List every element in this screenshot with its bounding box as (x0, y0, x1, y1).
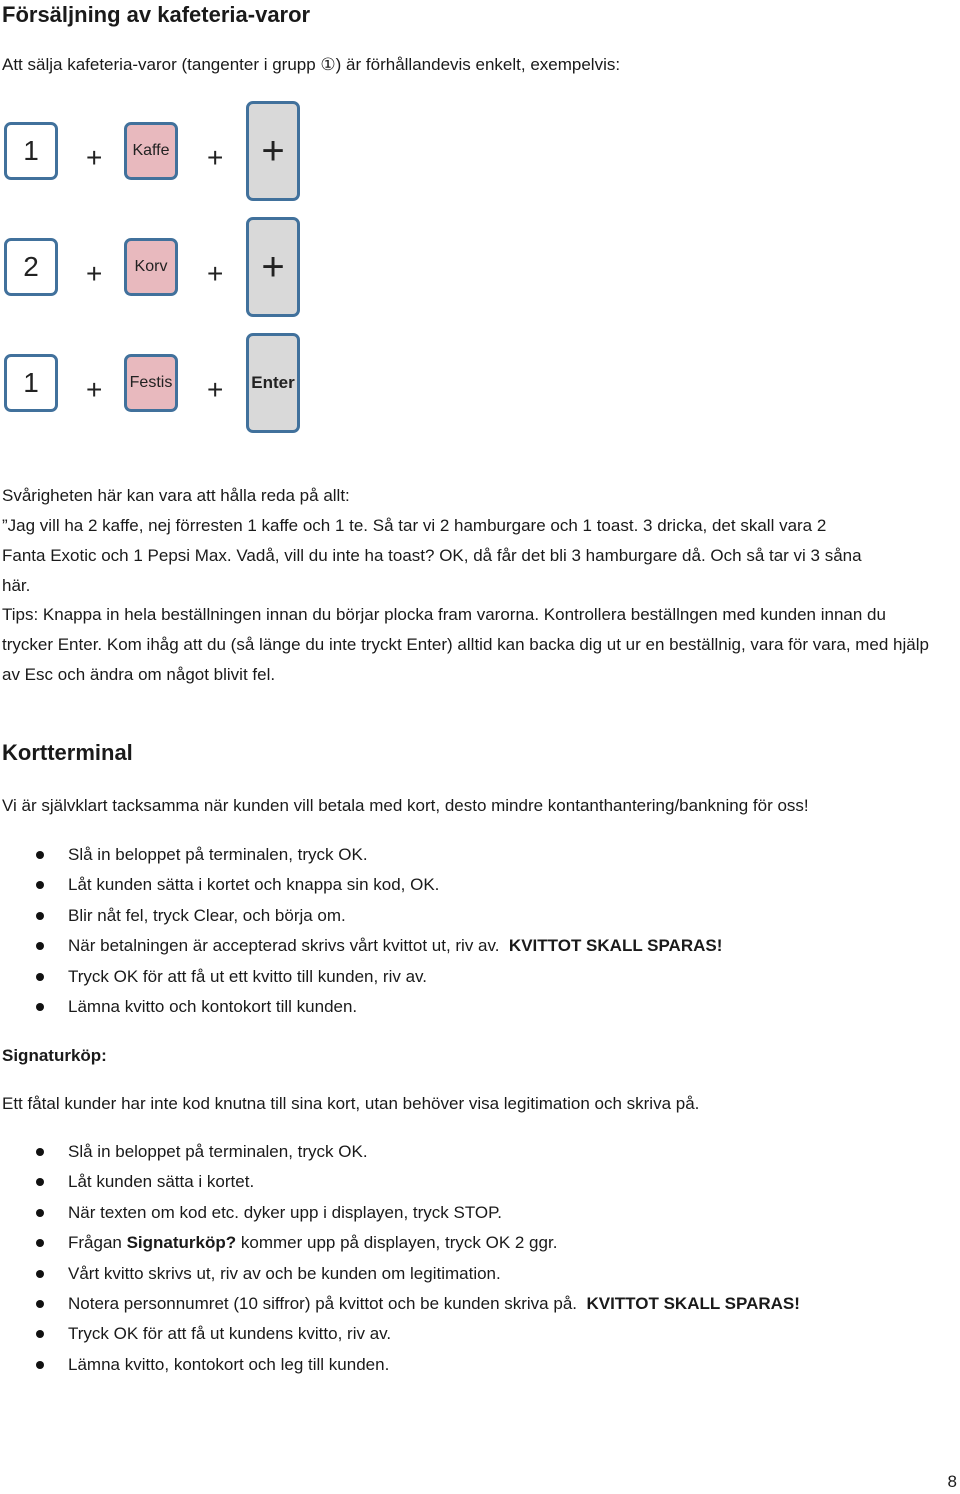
plus-operator: + (86, 258, 103, 289)
page-number: 8 (947, 1472, 957, 1491)
key-plus: + (246, 217, 300, 317)
list-item: Tryck OK för att få ut kundens kvitto, riv av. (36, 1319, 946, 1349)
page-title: Försäljning av kafeteria-varor (2, 2, 311, 27)
list-item-text: Notera personnumret (10 siffror) på kvittot och be kunden skriva på. (68, 1294, 587, 1314)
list-item: Vårt kvitto skrivs ut, riv av och be kunden om legitimation. (36, 1259, 946, 1289)
plus-operator: + (207, 374, 224, 405)
list-item (36, 1228, 946, 1258)
signatur-steps (36, 1137, 946, 1380)
signatur-intro: Ett fåtal kunder har inte kod knutna till sina kort, utan behöver visa legitimation och skriva på. (2, 1094, 700, 1113)
quote-line-3: här. (2, 576, 31, 595)
warning-text: KVITTOT SKALL SPARAS! (508, 936, 723, 956)
list-item: Låt kunden sätta i kortet. (36, 1167, 946, 1197)
plus-operator: + (207, 142, 224, 173)
section-heading-signaturkop: Signaturköp: (2, 1046, 107, 1065)
signaturkop-term: Signaturköp? (126, 1233, 237, 1253)
difficulty-line: Svårigheten här kan vara att hålla reda på allt: (2, 486, 350, 505)
quote-line-2: Fanta Exotic och 1 Pepsi Max. Vadå, vill du inte ha toast? OK, då får det bli 3 hamburgare då. Och så tar vi 3 såna (2, 546, 862, 565)
tips-paragraph: Tips: Knappa in hela beställningen innan du börjar plocka fram varorna. Kontrollera beställngen med kunden innan du trycker Enter. Kom ihåg att du (så länge du inte tryckt Enter) alltid kan backa dig ut ur en beställnig, vara för vara, med hjälp av Esc och ändra om något blivit fel. (2, 605, 929, 684)
warning-text: KVITTOT SKALL SPARAS! (586, 1294, 800, 1314)
quote-line-1: ”Jag vill ha 2 kaffe, nej förresten 1 kaffe och 1 te. Så tar vi 2 hamburgare och 1 toast. 3 dricka, det skall vara 2 (2, 516, 827, 535)
key-number-2: 2 (4, 238, 58, 296)
list-item: När texten om kod etc. dyker upp i displayen, tryck STOP. (36, 1198, 946, 1228)
list-item: Slå in beloppet på terminalen, tryck OK. (36, 840, 946, 870)
list-item (36, 1289, 946, 1319)
kortterminal-intro: Vi är självklart tacksamma när kunden vill betala med kort, desto mindre kontanthantering/bankning för oss! (2, 796, 809, 815)
key-number-1: 1 (4, 122, 58, 180)
kortterminal-steps (36, 840, 946, 1022)
key-plus: + (246, 101, 300, 201)
list-item-text: kommer upp på displayen, tryck OK 2 ggr. (236, 1233, 558, 1253)
key-enter: Enter (246, 333, 300, 433)
list-item: Blir nåt fel, tryck Clear, och börja om. (36, 901, 946, 931)
plus-operator: + (207, 258, 224, 289)
key-korv: Korv (124, 238, 178, 296)
list-item: Lämna kvitto, kontokort och leg till kunden. (36, 1350, 946, 1380)
list-item: Slå in beloppet på terminalen, tryck OK. (36, 1137, 946, 1167)
list-item: Lämna kvitto och kontokort till kunden. (36, 992, 946, 1022)
list-item: Tryck OK för att få ut ett kvitto till kunden, riv av. (36, 962, 946, 992)
list-item-text: Frågan (68, 1233, 127, 1253)
list-item: Låt kunden sätta i kortet och knappa sin kod, OK. (36, 870, 946, 900)
intro-text: Att sälja kafeteria-varor (tangenter i grupp ①) är förhållandevis enkelt, exempelvis: (2, 55, 621, 74)
key-number-1: 1 (4, 354, 58, 412)
list-item (36, 931, 946, 961)
list-item-text: När betalningen är accepterad skrivs vårt kvittot ut, riv av. (68, 936, 509, 956)
key-kaffe: Kaffe (124, 122, 178, 180)
section-heading-kortterminal: Kortterminal (2, 740, 133, 765)
plus-operator: + (86, 374, 103, 405)
plus-operator: + (86, 142, 103, 173)
key-festis: Festis (124, 354, 178, 412)
